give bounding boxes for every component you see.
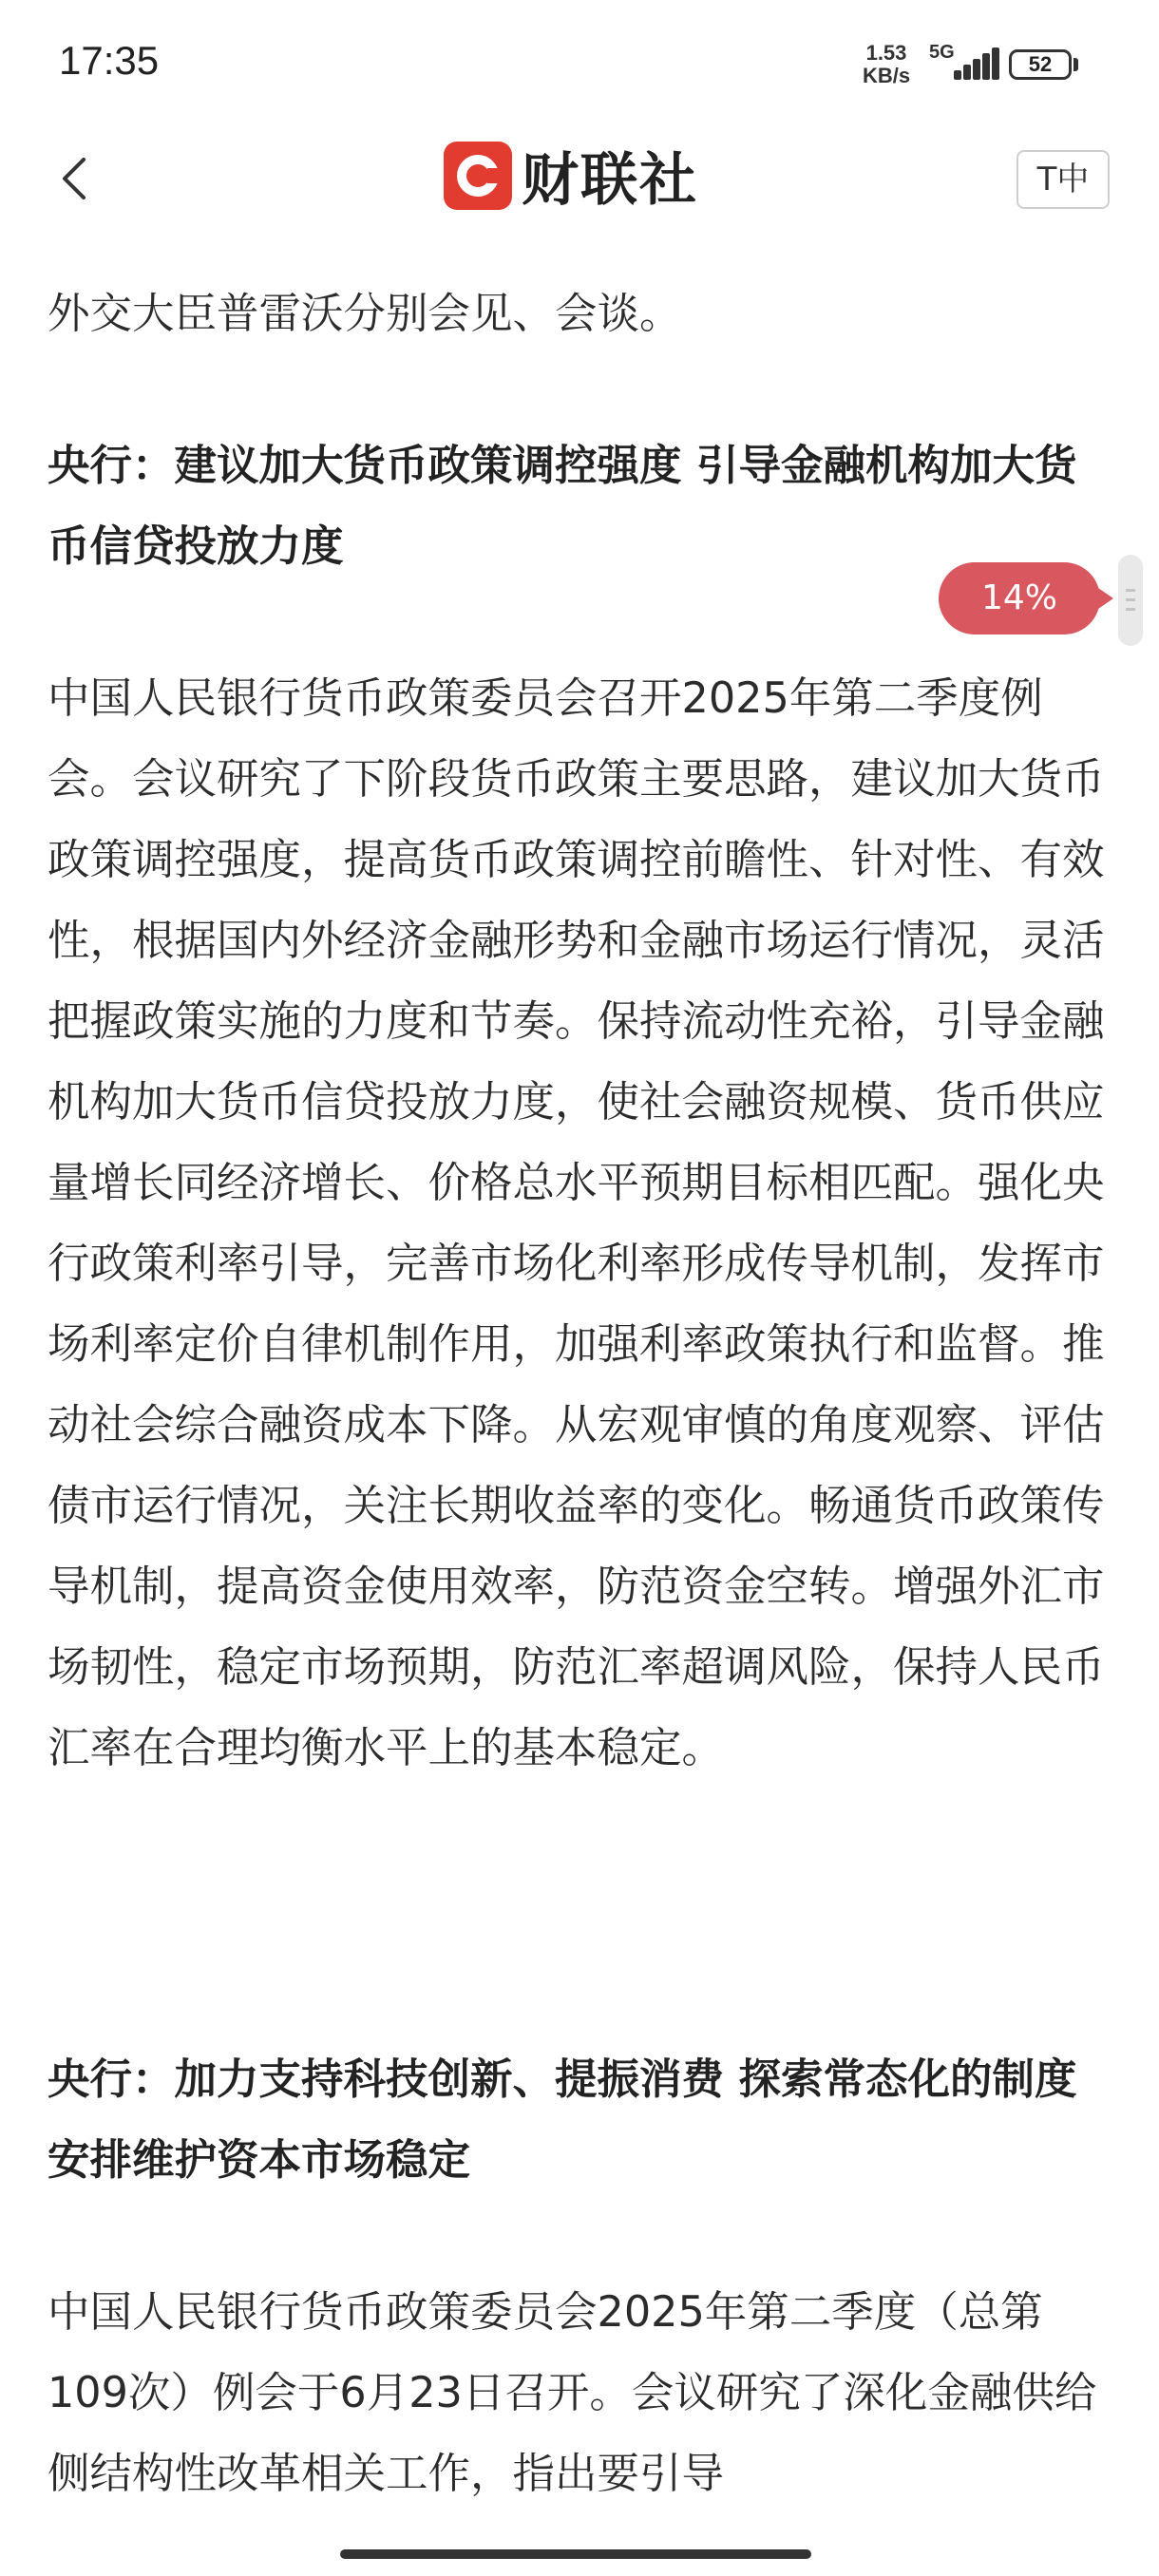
battery-tip bbox=[1074, 58, 1078, 71]
network-speed-unit: KB/s bbox=[862, 64, 911, 87]
home-indicator[interactable] bbox=[340, 2549, 811, 2559]
network-type: 5G bbox=[929, 42, 955, 63]
chevron-left-icon bbox=[46, 148, 106, 209]
network-speed-value: 1.53 bbox=[865, 41, 907, 65]
status-bar bbox=[0, 0, 1159, 123]
status-time: 17:35 bbox=[59, 38, 160, 83]
section-heading: 央行：加力支持科技创新、提振消费 探索常态化的制度安排维护资本市场稳定 bbox=[48, 2055, 1077, 2185]
font-size-button[interactable]: T中 bbox=[1016, 150, 1110, 209]
section-paragraph: 中国人民银行货币政策委员会召开2025年第二季度例会。会议研究了下阶段货币政策主要思路，建议加大货币政策调控强度，提高货币政策调控前瞻性、针对性、有效性，根据国内外经济金融形势和金融市场运行情况，灵活把握政策实施的力度和节奏。保持流动性充裕，引导金融机构加大货币信贷投放力度，使社会融资规模、货币供应量增长同经济增长、价格总水平预期目标相匹配。强化央行政策利率引导，完善市场化利率形成传导机制，发挥市场利率定价自律机制作用，加强利率政策执行和监督。推动社会综合融资成本下降。从宏观审慎的角度观察、评估债市运行情况，关注长期收益率的变化。畅通货币政策传导机制，提高资金使用效率，防范资金空转。增强外汇市场韧性，稳定市场预期，防范汇率超调风险，保持人民币汇率在合理均衡水平上的基本稳定。 bbox=[48, 674, 1105, 1772]
section-heading: 央行：建议加大货币政策调控强度 引导金融机构加大货币信贷投放力度 bbox=[48, 442, 1077, 571]
back-button[interactable] bbox=[46, 148, 106, 209]
section-paragraph: 中国人民银行货币政策委员会2025年第二季度（总第109次）例会于6月23日召开。会议研究了深化金融供给侧结构性改革相关工作，指出要引导 bbox=[48, 2288, 1097, 2498]
battery-icon: 52 bbox=[1009, 49, 1072, 80]
logo-c-icon bbox=[444, 142, 512, 210]
signal-icon bbox=[950, 47, 999, 80]
reading-progress-badge: 14% bbox=[939, 562, 1100, 635]
article-partial-paragraph: 外交大臣普雷沃分别会见、会谈。 bbox=[48, 290, 682, 338]
network-speed bbox=[855, 42, 918, 87]
logo-text: 财联社 bbox=[522, 147, 698, 214]
scroll-handle[interactable] bbox=[1118, 555, 1143, 646]
app-header bbox=[0, 123, 1159, 237]
app-logo bbox=[444, 140, 698, 212]
